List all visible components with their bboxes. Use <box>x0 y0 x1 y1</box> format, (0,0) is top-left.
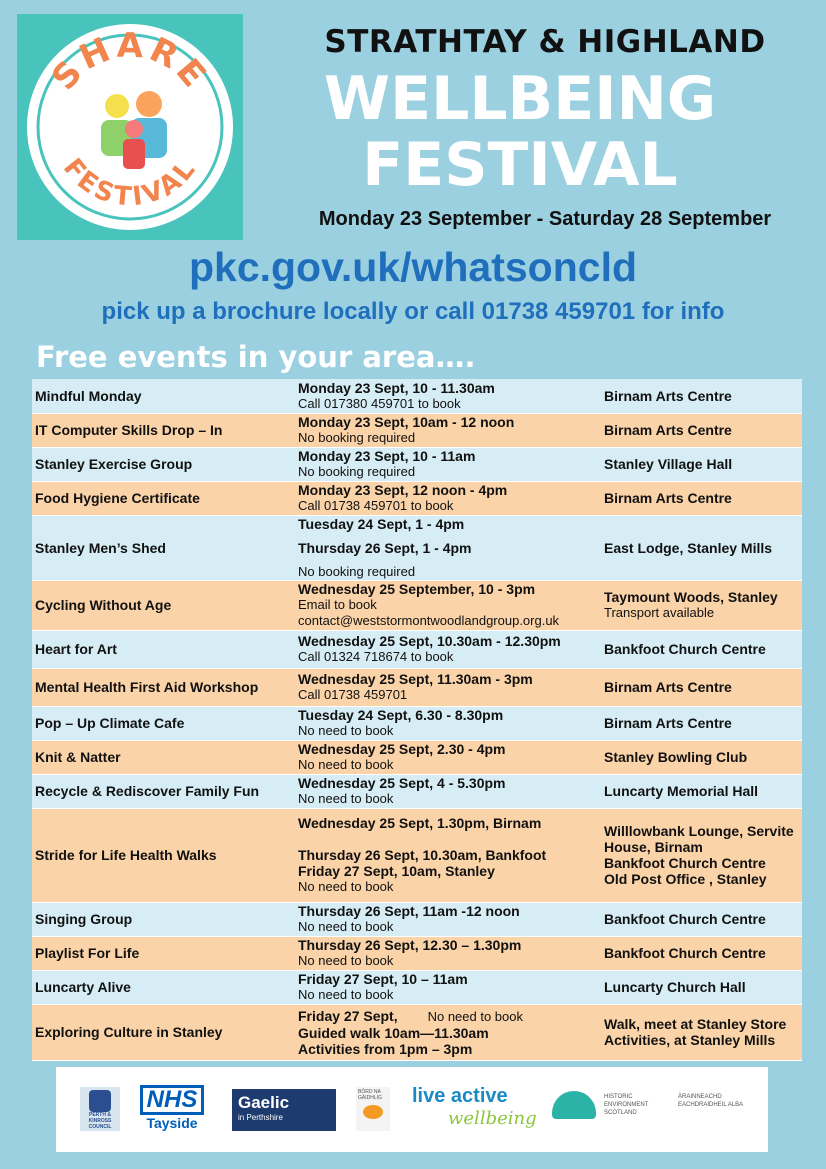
sponsor-logos <box>56 1067 768 1152</box>
festival-dates: Monday 23 September - Saturday 28 September <box>318 208 772 230</box>
event-name: Stanley Men’s Shed <box>32 515 295 580</box>
logo-share-text: SHARE <box>44 25 216 99</box>
event-name: Singing Group <box>32 902 295 936</box>
event-location: Bankfoot Church Centre <box>601 936 802 970</box>
event-name: Stanley Exercise Group <box>32 447 295 481</box>
event-when: Wednesday 25 September, 10 - 3pm Email to book contact@weststormontwoodlandgroup.org.uk <box>295 580 601 630</box>
title-wellbeing: WELLBEING <box>323 64 717 134</box>
event-when: Wednesday 25 Sept, 2.30 - 4pm No need to book <box>295 740 601 774</box>
table-row <box>32 1004 802 1060</box>
nhs-tayside-logo: NHS Tayside <box>132 1085 212 1131</box>
event-when: Monday 23 Sept, 10 - 11am No booking required <box>295 447 601 481</box>
table-row <box>32 706 802 740</box>
event-location: Birnam Arts Centre <box>601 668 802 706</box>
event-location: Stanley Bowling Club <box>601 740 802 774</box>
event-when: Friday 27 Sept, No need to book Guided walk 10am—11.30am Activities from 1pm – 3pm <box>295 1004 601 1060</box>
event-location: Birnam Arts Centre <box>601 413 802 447</box>
festival-main-title <box>250 66 790 198</box>
title-festival: FESTIVAL <box>362 130 678 200</box>
event-name: Exploring Culture in Stanley <box>32 1004 295 1060</box>
table-row <box>32 481 802 515</box>
table-row <box>32 970 802 1004</box>
event-name: Mental Health First Aid Workshop <box>32 668 295 706</box>
gaelic-in-perthshire-logo: Gaelic in Perthshire <box>232 1089 336 1131</box>
event-location: Birnam Arts Centre <box>601 706 802 740</box>
perth-kinross-council-logo: PERTH & KINROSS COUNCIL <box>80 1087 120 1131</box>
event-when: Monday 23 Sept, 12 noon - 4pm Call 01738 459701 to book <box>295 481 601 515</box>
event-name: Stride for Life Health Walks <box>32 808 295 902</box>
event-when: Monday 23 Sept, 10am - 12 noon No booking required <box>295 413 601 447</box>
event-when: Tuesday 24 Sept, 1 - 4pm Thursday 26 Sept, 1 - 4pm No booking required <box>295 515 601 580</box>
event-location: Luncarty Church Hall <box>601 970 802 1004</box>
event-location: East Lodge, Stanley Mills <box>601 515 802 580</box>
table-row <box>32 902 802 936</box>
table-row <box>32 668 802 706</box>
event-when: Tuesday 24 Sept, 6.30 - 8.30pm No need to book <box>295 706 601 740</box>
event-location: Birnam Arts Centre <box>601 379 802 413</box>
event-name: Playlist For Life <box>32 936 295 970</box>
table-row <box>32 936 802 970</box>
event-name: IT Computer Skills Drop – In <box>32 413 295 447</box>
event-name: Pop – Up Climate Cafe <box>32 706 295 740</box>
event-name: Cycling Without Age <box>32 580 295 630</box>
table-row <box>32 808 802 902</box>
crest-icon <box>89 1090 111 1112</box>
event-name: Food Hygiene Certificate <box>32 481 295 515</box>
event-when: Thursday 26 Sept, 11am -12 noon No need to book <box>295 902 601 936</box>
events-table <box>32 379 802 1061</box>
table-row <box>32 630 802 668</box>
event-location: Bankfoot Church Centre <box>601 902 802 936</box>
website-link[interactable]: pkc.gov.uk/whatsoncld <box>188 244 638 290</box>
logo-graphic <box>17 14 243 240</box>
event-name: Recycle & Rediscover Family Fun <box>32 774 295 808</box>
live-active-wellbeing-logo: live active wellbeing <box>412 1085 537 1129</box>
event-name: Luncarty Alive <box>32 970 295 1004</box>
event-name: Heart for Art <box>32 630 295 668</box>
event-when: Friday 27 Sept, 10 – 11am No need to book <box>295 970 601 1004</box>
event-location: Bankfoot Church Centre <box>601 630 802 668</box>
free-events-heading: Free events in your area…. <box>36 340 476 374</box>
table-row <box>32 740 802 774</box>
swirl-icon <box>363 1105 383 1119</box>
booking-email[interactable]: contact@weststormontwoodlandgroup.org.uk <box>298 613 560 628</box>
table-row <box>32 447 802 481</box>
logo-festival-text: FESTIVAL <box>56 153 203 213</box>
event-when: Monday 23 Sept, 10 - 11.30am Call 017380 459701 to book <box>295 379 601 413</box>
event-location: Walk, meet at Stanley Store Activities, at Stanley Mills <box>601 1004 802 1060</box>
brochure-info: pick up a brochure locally or call 01738 459701 for info <box>101 298 725 325</box>
event-when: Wednesday 25 Sept, 10.30am - 12.30pm Call 01324 718674 to book <box>295 630 601 668</box>
hes-fan-icon <box>552 1091 596 1119</box>
table-row <box>32 379 802 413</box>
table-row <box>32 515 802 580</box>
event-location: Birnam Arts Centre <box>601 481 802 515</box>
event-when: Wednesday 25 Sept, 11.30am - 3pm Call 01738 459701 <box>295 668 601 706</box>
event-location: Willlowbank Lounge, Servite House, Birnam Bankfoot Church Centre Old Post Office , Stanley <box>601 808 802 902</box>
share-festival-logo <box>17 14 243 240</box>
table-row <box>32 580 802 630</box>
bord-na-gaidhlig-logo: BÒRD NA GÀIDHLIG <box>356 1087 390 1131</box>
historic-environment-scotland-logo: HISTORIC ENVIRONMENT SCOTLAND ÀRAINNEACHD EACHDRAIDHEIL ALBA <box>552 1091 762 1121</box>
event-location: Luncarty Memorial Hall <box>601 774 802 808</box>
event-when: Thursday 26 Sept, 12.30 – 1.30pm No need to book <box>295 936 601 970</box>
event-name: Knit & Natter <box>32 740 295 774</box>
table-row <box>32 774 802 808</box>
festival-region-title: STRATHTAY & HIGHLAND <box>324 24 766 60</box>
event-name: Mindful Monday <box>32 379 295 413</box>
event-location: Stanley Village Hall <box>601 447 802 481</box>
event-when: Wednesday 25 Sept, 1.30pm, Birnam Thursday 26 Sept, 10.30am, Bankfoot Friday 27 Sept, 10am, Stanley No need to book <box>295 808 601 902</box>
event-location: Taymount Woods, Stanley Transport available <box>601 580 802 630</box>
table-row <box>32 413 802 447</box>
event-when: Wednesday 25 Sept, 4 - 5.30pm No need to book <box>295 774 601 808</box>
